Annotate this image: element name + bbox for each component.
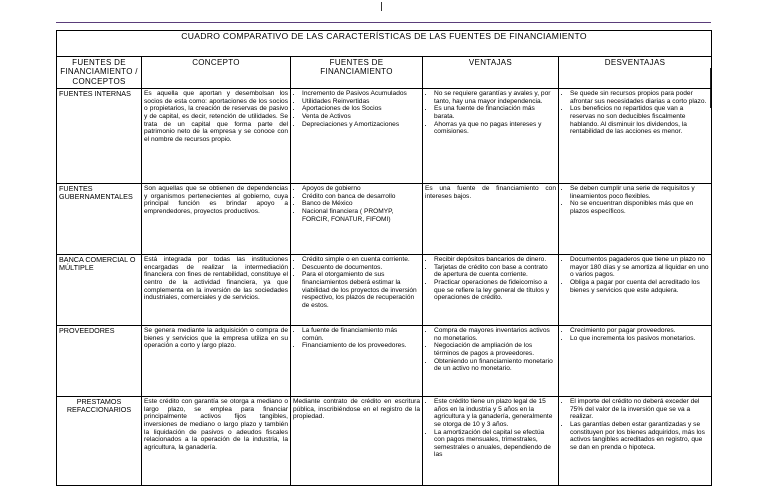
row-concept: Está integrada por todas las instituciones encargadas de realizar la intermediación financiera con fines de rentabilidad, constituye el centro de la actividad financiera, ya que complementa en la inversión de las sociedades industriales, comerciales y de servicios. [142,255,291,326]
row-source-label: PRESTAMOS REFACCIONARIOS [57,397,142,486]
list-item: • Apoyos de gobierno [302,185,420,193]
comparison-table [56,30,712,486]
row-disadvantages [559,397,712,486]
row-advantages [423,255,559,326]
row-concept: Este crédito con garantía se otorga a mediano o largo plazo, se emplea para financiar principalmente activos fijos tangibles, inversiones de mediano o largo plazo y también la liquidación de pasivos o adeudos fiscales relacionados a la operación de la industria, la agricultura, la ganadería. [142,397,291,486]
list-item: • Obliga a pagar por cuenta del acreditado los bienes y servicios que este adquiera. [570,279,709,294]
list-item: • Banco de México [302,200,420,208]
list-item: • No se requiere garantías y avales y, por tanto, hay una mayor independencia. [434,90,556,105]
table-row [57,255,712,326]
list-item: • Ahorras ya que no pagas intereses y comisiones. [434,121,556,136]
header-advantages: VENTAJAS [423,57,559,89]
list-item: • Se deben cumplir una serie de requisitos y lineamientos poco flexibles. [570,185,709,200]
list-item: • Nacional financiera ( PROMYP, FORCIR, FONATUR, FIFOMI) [302,208,420,223]
row-disadvantages [559,326,712,397]
row-disadvantages [559,89,712,184]
row-sources [291,326,423,397]
table-row [57,184,712,255]
list-item: • Crédito con banca de desarrollo [302,193,420,201]
row-advantages [423,89,559,184]
header-rule [56,22,711,23]
header-concept: CONCEPTO [142,57,291,89]
list-item: • El importe del crédito no deberá exceder del 75% del valor de la inversión que se va a realizar. [570,398,709,421]
list-item: • No se encuentran disponibles más que en plazos específicos. [570,200,709,215]
page-top-band [0,0,768,24]
list-item: • Depreciaciones y Amortizaciones [302,121,420,129]
list-item: • Negociación de ampliación de los términos de pagos a proveedores. [434,342,556,357]
table-row [57,397,712,486]
row-source-label: BANCA COMERCIAL O MÚLTIPLE [57,255,142,326]
list-item: • Utilidades Reinvertidas [302,98,420,106]
header-financing-sources: FUENTES DE FINANCIAMIENTO [291,57,423,89]
list-item: • Financiamiento de los proveedores. [302,342,420,350]
row-sources [291,184,423,255]
list-item: • Tarjetas de crédito con base a contrato de apertura de cuenta corriente. [434,264,556,279]
row-sources: Mediante contrato de crédito en escritura pública, inscribiéndose en el registro de la propiedad. [291,397,423,486]
row-disadvantages [559,255,712,326]
row-concept: Es aquella que aportan y desembolsan los socios de esta como: aportaciones de los socios o propietarios, la creación de reservas de pasivo y de capital, es decir, retención de utilidades. Se trata de un capital que forma parte del patrimonio neto de la empresa y se conoce con el nombre de recursos propio. [142,89,291,184]
list-item: • Obteniendo un financiamiento monetario de un activo no monetario. [434,358,556,373]
row-concept: Son aquellas que se obtienen de dependencias y organismos pertenecientes al gobierno, cuya principal función es brindar apoyo a emprendedores, proyectos productivos. [142,184,291,255]
list-item: • Para el otorgamiento de sus financiamientos deberá estimar la viabilidad de los proyectos de inversión respectivo, los plazos de recuperación de estos. [302,271,420,309]
list-item: • Crecimiento por pagar proveedores. [570,327,709,335]
list-item: • La fuente de financiamiento más común. [302,327,420,342]
row-advantages [423,326,559,397]
list-item: • Crédito simple o en cuenta corriente. [302,256,420,264]
row-disadvantages [559,184,712,255]
header-disadvantages: DESVENTAJAS [559,57,712,89]
list-item: • Recibir depósitos bancarios de dinero. [434,256,556,264]
list-item: • Los beneficios no repartidos que van a reservas no son deducibles fiscalmente hablando. Al disminuir los dividendos, la rentabilidad de las acciones es menor. [570,105,709,136]
row-source-label: FUENTES INTERNAS [57,89,142,184]
list-item: • Descuento de documentos. [302,264,420,272]
row-source-label: FUENTES GUBERNAMENTALES [57,184,142,255]
table-row [57,326,712,397]
list-item: • Incremento de Pasivos Acumulados [302,90,420,98]
row-concept: Se genera mediante la adquisición o compra de bienes y servicios que la empresa utiliza en su operación a corto y largo plazo. [142,326,291,397]
text-cursor-mark [381,2,382,11]
list-item: • Aportaciones de los Socios [302,105,420,113]
list-item: • Este crédito tiene un plazo legal de 15 años en la industria y 5 años en la agricultura y la ganadería, generalmente se otorga de 10 y 3 años. [434,398,556,429]
list-item: • Venta de Activos [302,113,420,121]
row-sources [291,255,423,326]
list-item: • La amortización del capital se efectúa con pagos mensuales, trimestrales, semestrales o anuales, dependiendo de las [434,429,556,460]
row-advantages: Es una fuente de financiamiento con intereses bajos. [423,184,559,255]
list-item: • Se quede sin recursos propios para poder afrontar sus necesidades diarias a corto plazo. [570,90,709,105]
list-item: • Compra de mayores inventarios activos no monetarios. [434,327,556,342]
header-sources-concepts: FUENTES DE FINANCIAMIENTO / CONCEPTOS [57,57,142,89]
table-row [57,89,712,184]
table-title: CUADRO COMPARATIVO DE LAS CARACTERÍSTICAS DE LAS FUENTES DE FINANCIAMIENTO [57,31,712,57]
row-source-label: PROVEEDORES [57,326,142,397]
row-advantages [423,397,559,486]
list-item: • Las garantías deben estar garantizadas y se constituyen por los bienes adquiridos, más los activos tangibles acreditados en registro, que se dan en prenda o hipoteca. [570,421,709,452]
list-item: • Lo que incrementa los pasivos monetarios. [570,335,709,343]
list-item: • Es una fuente de financiación más barata. [434,105,556,120]
list-item: • Practicar operaciones de fideicomiso a que se refiere la ley general de títulos y operaciones de crédito. [434,279,556,302]
list-item: • Documentos pagaderos que tiene un plazo no mayor 180 días y se amortiza al liquidar en uno o varios pagos. [570,256,709,279]
row-sources [291,89,423,184]
